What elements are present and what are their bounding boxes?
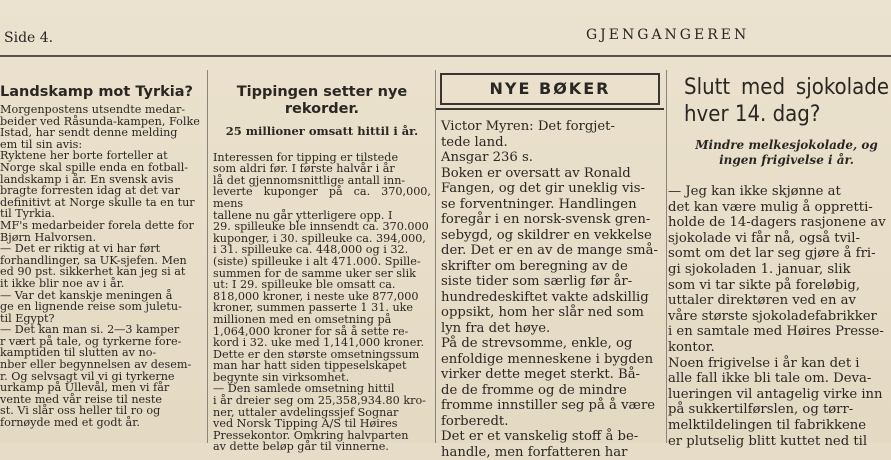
article-tippingen-subtitle: 25 millioner omsatt hittil i år.	[213, 126, 431, 138]
text-line: av dette beløp går til vinnerne.	[213, 441, 431, 453]
text-line: sjokolade vi får nå, også tvil-	[668, 231, 889, 247]
text-line: alle fall ikke bli tale om. Deva-	[668, 371, 889, 387]
text-line: gi sjokoladen 1. januar, slik	[668, 262, 889, 278]
text-line: i år dreier seg om 25,358,934.80 kro-	[213, 395, 431, 407]
text-line: lå det gjennomsnittlige antall inn-	[213, 175, 431, 187]
text-line: kuponger, i 30. spilleuke ca. 394,000,	[213, 233, 431, 245]
article-sjokolade-subtitle: Mindre melkesjokolade, og ingen frigivelse i år.	[684, 138, 889, 168]
text-line: it ikke blir noe av i år.	[0, 278, 204, 290]
text-line: leverte kuponger på ca. 370,000, mens	[213, 186, 431, 209]
text-line: st. Vi slår oss heller til ro og	[0, 405, 204, 417]
text-line: 29. spilleuke ble innsendt ca. 370.000	[213, 221, 431, 233]
text-line: Norge skal spille enda en fotball-	[0, 162, 204, 174]
text-line: på sukkertilførslen, og tørr-	[668, 402, 889, 418]
article-nye-boker	[441, 119, 661, 443]
text-line: urkamp på Ullevål, men vi får	[0, 382, 204, 394]
nye-boker-heading: NYE BØKER	[440, 73, 660, 105]
text-line: Bjørn Halvorsen.	[0, 232, 204, 244]
newspaper-masthead: GJENGANGEREN	[586, 27, 749, 43]
text-line: Istad, har sendt denne melding	[0, 127, 204, 139]
article-tippingen	[213, 84, 431, 443]
article-sjokolade-body-wrap	[668, 184, 889, 443]
header-rule	[0, 55, 891, 57]
text-line: ed 90 pst. sikkerhet kan jeg si at	[0, 266, 204, 278]
text-line: ved Norsk Tipping A/S til Høires	[213, 418, 431, 430]
text-line: millionen med en omsetning på	[213, 314, 431, 326]
text-line: Det er et vanskelig stoff å be-	[441, 429, 661, 445]
text-line: ut: I 29. spilleuke ble omsatt ca.	[213, 279, 431, 291]
text-line: forhandlinger, sa UK-sjefen. Men	[0, 255, 204, 267]
page-number: Side 4.	[4, 30, 53, 46]
text-line: definitivt at Norge skulle ta en tur	[0, 197, 204, 209]
text-line: som vi tar sikte på foreløbig,	[668, 278, 889, 294]
text-line: vente med vår reise til neste	[0, 394, 204, 406]
text-line: til Egypt?	[0, 313, 204, 325]
text-line: lyn fra det høye.	[441, 321, 661, 337]
article-landskamp-title: Landskamp mot Tyrkia?	[0, 84, 204, 101]
text-line: foregår i en norsk-svensk gren-	[441, 212, 661, 228]
text-line: uttaler direktøren ved en av	[668, 293, 889, 309]
text-line: Dette er den største omsetningssum	[213, 349, 431, 361]
text-line: hundredeskiftet vakte adskillig	[441, 290, 661, 306]
text-line: somt om det lar seg gjøre å fri-	[668, 246, 889, 262]
text-line: tede land.	[441, 135, 661, 151]
text-line: i en samtale med Høires Presse-	[668, 324, 889, 340]
text-line: — Jeg kan ikke skjønne at	[668, 184, 889, 200]
text-line: oppsikt, hom her slår ned som	[441, 305, 661, 321]
text-line: — Var det kanskje meningen å	[0, 290, 204, 302]
article-landskamp-body	[0, 104, 204, 429]
text-line: der. Det er en av de mange små-	[441, 243, 661, 259]
column-divider-3	[666, 70, 667, 443]
text-line: Ansgar 236 s.	[441, 150, 661, 166]
text-line: man har hatt siden tippeselskapet	[213, 360, 431, 372]
text-line: em til sin avis:	[0, 139, 204, 151]
text-line: På de strevsomme, enkle, og	[441, 336, 661, 352]
text-line: summen for de samme uker ser slik	[213, 268, 431, 280]
text-line: til Tyrkia.	[0, 208, 204, 220]
text-line: beider ved Råsunda-kampen, Folke	[0, 116, 204, 128]
text-line: bragte forresten idag at det var	[0, 185, 204, 197]
text-line: begynte sin virksomhet.	[213, 372, 431, 384]
text-line: — Det er riktig at vi har ført	[0, 243, 204, 255]
text-line: (siste) spilleuke i alt 471.000. Spille-	[213, 256, 431, 268]
text-line: ner, uttaler avdelingssjef Sognar	[213, 407, 431, 419]
text-line: 818,000 kroner, i neste uke 877,000	[213, 291, 431, 303]
text-line: kontor.	[668, 340, 889, 356]
text-line: Morgenpostens utsendte medar-	[0, 104, 204, 116]
text-line: Interessen for tipping er tilstede	[213, 152, 431, 164]
text-line: se forventninger. Handlingen	[441, 197, 661, 213]
text-line: kamptiden til slutten av no-	[0, 347, 204, 359]
text-line: lueringen vil antagelig virke inn	[668, 387, 889, 403]
text-line: Noen frigivelse i år kan det i	[668, 356, 889, 372]
text-line: kroner, summen passerte 1 31. uke	[213, 302, 431, 314]
text-line: enfoldige menneskene i bygden	[441, 352, 661, 368]
text-line: forberedt.	[441, 414, 661, 430]
text-line: — Det kan man si. 2—3 kamper	[0, 324, 204, 336]
text-line: fromme innstiller seg på å være	[441, 398, 661, 414]
text-line: nber eller begynnelsen av desem-	[0, 359, 204, 371]
text-line: Pressekontor. Omkring halvparten	[213, 430, 431, 442]
text-line: de de fromme og de mindre	[441, 383, 661, 399]
article-nye-boker-body	[441, 119, 661, 460]
text-line: Boken er oversatt av Ronald	[441, 166, 661, 182]
text-line: i 31. spilleuke ca. 448,000 og i 32.	[213, 244, 431, 256]
text-line: — Den samlede omsetning hittil	[213, 383, 431, 395]
article-tippingen-body	[213, 152, 431, 453]
text-line: er plutselig blitt kuttet ned til	[668, 434, 889, 450]
text-line: skrifter om beregning av de	[441, 259, 661, 275]
text-line: r. Og selvsagt vil vi gi tyrkerne	[0, 371, 204, 383]
text-line: melktildelingen til fabrikkene	[668, 418, 889, 434]
article-sjokolade-title: Slutt med sjokolade hver 14. dag?	[684, 74, 889, 128]
text-line: holde de 14-dagers rasjonene av	[668, 215, 889, 231]
text-line: kord i 32. uke med 1,141,000 kroner.	[213, 337, 431, 349]
text-line: Ryktene her borte forteller at	[0, 150, 204, 162]
text-line: 1,064,000 kroner for så å sette re-	[213, 326, 431, 338]
text-line: våre største sjokoladefabrikker	[668, 309, 889, 325]
text-line: handle, men forfatteren har	[441, 445, 661, 460]
text-line: virker dette meget sterkt. Bå-	[441, 367, 661, 383]
column-divider-1	[207, 70, 208, 443]
text-line: fornøyde med et godt år.	[0, 417, 204, 429]
text-line: sebygd, og skildrer en vekkelse	[441, 228, 661, 244]
article-landskamp	[0, 84, 204, 443]
text-line: r vært på tale, og tyrkerne fore-	[0, 336, 204, 348]
text-line: siste tider som særlig før år-	[441, 274, 661, 290]
text-line: MF's medarbeider forela dette for	[0, 220, 204, 232]
text-line: som aldri før. I første halvår i år	[213, 163, 431, 175]
article-tippingen-title: Tippingen setter nye rekorder.	[213, 84, 431, 118]
text-line: tallene nu går ytterligere opp. I	[213, 210, 431, 222]
text-line: Victor Myren: Det forgjet-	[441, 119, 661, 135]
text-line: Fangen, og det gir uneklig vis-	[441, 181, 661, 197]
text-line: landskamp i år. En svensk avis	[0, 174, 204, 186]
text-line: ge en lignende reise som juletu-	[0, 301, 204, 313]
column-divider-2	[435, 70, 436, 443]
text-line: det kan være mulig å oppretti-	[668, 200, 889, 216]
article-sjokolade-body	[668, 184, 889, 449]
